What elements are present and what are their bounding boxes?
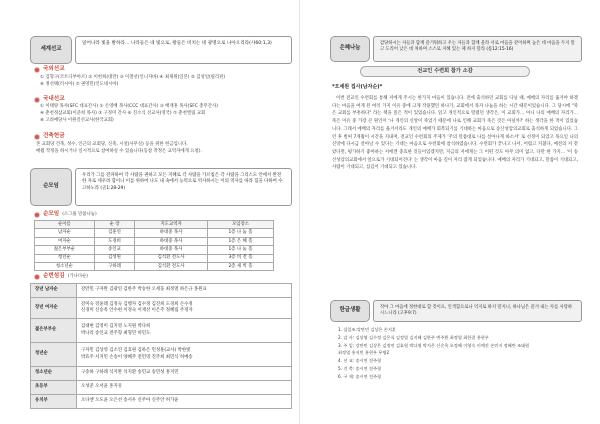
- table-row: [35, 229, 274, 237]
- column-header: 순 장: [94, 221, 134, 229]
- red-bullet-icon: [34, 97, 40, 103]
- domestic-missions-list: [40, 104, 218, 124]
- role-cell: 청년순: [31, 343, 77, 367]
- role-cell: 유치부: [31, 395, 77, 409]
- members-cell: 강미숙 강윤례 김정숙 김행자 김수정 김진희 도경희 손수정 신경미 신승옥 안수현 이경숙 이재선 이은주 정혜림 주정자: [77, 298, 292, 319]
- table-cell: 김성원: [94, 254, 134, 262]
- list-line: 1. 십일조:강만민 김상은 손지훈: [338, 327, 396, 332]
- overseas-missions-heading: [34, 66, 65, 74]
- ministry-table: [30, 283, 292, 409]
- small-groups-table: [34, 220, 274, 271]
- table-row: [31, 319, 292, 343]
- building-fund-heading: [34, 133, 65, 141]
- table-cell: 2층 새 벽 홀: [207, 262, 273, 270]
- table-cell: 하대중 목사: [135, 229, 208, 237]
- list-line: 2. 감 사: 김상영 김수정 김은식 김정열 김지혜 김한주 변주환 최정열 최한결 홍현우: [338, 334, 489, 340]
- table-cell: 도경희: [94, 237, 134, 245]
- table-cell: 여자순: [35, 237, 95, 245]
- red-bullet-icon: [34, 274, 40, 280]
- table-cell: 1층 나 눔 홀: [207, 246, 273, 254]
- list-line: 5. 건 축: 송시연 전주형: [338, 365, 382, 371]
- domestic-missions-title: 국내선교: [43, 96, 65, 102]
- list-line: ⑧ 고려예당사 이원길선교사(한국교회): [40, 117, 114, 123]
- table-row: [35, 254, 274, 262]
- world-mission-verse: 일어나라 빛을 발하라… 나라들은 네 빛으로, 왕들은 비치는 네 광명으로 나아오리라(사60:1,3): [75, 36, 292, 64]
- list-line: 6. 구 제: 송시연 전주형: [338, 373, 382, 379]
- table-row: [31, 298, 292, 319]
- table-row: [31, 395, 292, 409]
- list-line: 4. 선 교: 송시연 전주형: [338, 358, 382, 364]
- table-row: [31, 381, 292, 395]
- grace-sharing-verse: 감당하시는 자들과 함께 즐거워하고 우는 자들과 함께 울라 서로 마음을 같이하며 높은 데 마음을 두지 말고 도리어 낮은 데 처하며 스스로 지혜 있는 체 하지 말라 (롬12:15-16): [373, 36, 582, 62]
- ministry-heading: [34, 273, 88, 281]
- overseas-missions-list: [40, 75, 225, 89]
- ministry-title: 순번섬김: [43, 273, 65, 279]
- world-mission-label: 세계선교: [30, 36, 72, 64]
- members-cell: 김대현 김영미 김지영 노지원 박다희 박나리 송인교 전주형 최형민 허민도: [77, 319, 292, 343]
- table-cell: 하대중 목사: [135, 237, 208, 245]
- table-cell: 송인교: [94, 246, 134, 254]
- list-line: 3. 주 일: 강만민 김상은 김정연 김효원 박다영 박지은 신순옥 오정혜 이영숙 이예진 손민지 정혜란 조태원: [338, 342, 530, 348]
- table-cell: 남자순: [35, 229, 95, 237]
- grace-sharing-label: 은혜나눔: [330, 36, 370, 62]
- domestic-missions-heading: [34, 96, 65, 104]
- small-group-verse: 우리가 그를 전파하여 각 사람을 권하고 모든 지혜로 각 사람을 가르침은 각 사람을 그리스도 안에서 완전한 자로 세우려 함이니 이를 위하여 나도 내 속에서 능력으로 역사하시는 이의 역사를 따라 힘을 다하여 수고하노라 (골1:28-29): [75, 168, 292, 206]
- offering-label: 한글생활: [330, 300, 370, 322]
- table-cell: 3층 비 전 홀: [207, 254, 273, 262]
- table-cell: 하대중 목사: [135, 246, 208, 254]
- table-row: [35, 237, 274, 245]
- essay-byline: *오세원 집사(남자순)*: [332, 84, 383, 90]
- list-line: ① 김형구(코트디부아르) ② 이헌희(대만) ③ 이철선(인니자바) ④ 최제원(일본) ⑤ 김성일(필리핀): [40, 75, 226, 80]
- red-bullet-icon: [34, 67, 40, 73]
- members-cell: 오다엔 오도윤 오은선 송서우 신주아 신주안 허가윤: [77, 395, 292, 409]
- world-mission-box: [30, 36, 292, 64]
- table-row: [35, 246, 274, 254]
- table-cell: 젊은부부순: [35, 246, 95, 254]
- table-cell: 청소년순: [35, 262, 95, 270]
- list-line: 매월 작정을 하시거나 일시적으로 참여하실 수 있습니다(동참 작정은 교역자에게 요청).: [36, 148, 202, 154]
- members-cell: 오성준 오서윤 홍지유: [77, 381, 292, 395]
- essay-body: [332, 95, 578, 172]
- members-cell: 구송하 구하례 석지완 석지환 송민교 송민성 홍지민: [77, 367, 292, 381]
- members-cell: 구자민 김상영 김소연 김효원 김하은 민성훈(교사) 박한빛 박효주 서지민 손송이 양혜주 전민영 진주희 최민식 허예송: [77, 343, 292, 367]
- grace-sharing-box: [330, 36, 582, 62]
- table-cell: 김석환 전도사: [135, 254, 208, 262]
- table-row: [31, 343, 292, 367]
- table-cell: 김석환 전도사: [135, 262, 208, 270]
- small-groups-heading: [34, 211, 97, 219]
- building-fund-title: 건축헌금: [43, 133, 65, 139]
- small-group-verse-box: [30, 168, 292, 206]
- list-line: 최정열 홍지민 홍현우 무명2: [338, 350, 390, 356]
- building-fund-text: [36, 142, 202, 156]
- column-header: 모임장소: [207, 221, 273, 229]
- essay-banner: 전교인 수련회 참가 소감: [360, 66, 530, 77]
- column-header: 순이름: [35, 221, 95, 229]
- small-group-label: 순모임: [30, 168, 72, 206]
- members-cell: 강만민 구자완 김광연 김한주 박승한 오세웅 최정열 하은규 홍원표: [77, 284, 292, 298]
- list-line: ⑥ 정선택(러시아) ⑦ 권영민(인도네시아): [40, 81, 119, 87]
- table-row: [35, 262, 274, 270]
- table-cell: 1층 은 혜 홀: [207, 237, 273, 245]
- overseas-missions-title: 국외선교: [43, 66, 65, 72]
- table-row: [31, 284, 292, 298]
- role-cell: 장년 여자순: [31, 298, 77, 319]
- table-cell: 1층 나 눔 홀: [207, 229, 273, 237]
- offering-list: [338, 326, 584, 380]
- role-cell: 초등부: [31, 381, 77, 395]
- role-cell: 장년 남자순: [31, 284, 77, 298]
- small-groups-title: 순모임: [43, 211, 60, 217]
- red-bullet-icon: [34, 212, 40, 218]
- essay-paragraph: 이번 전교인 수련회를 통해 저에게 주시는 한가지 마음이 있습니다. 전에 출석하던 교회를 다닐 때, 예배의 자리를 옮겨야 하겠다는 마음을 여게 된 여러 가지 이유 중에 크게 작용했던 하나가, 교회에서 목자 나눔을 하는 시간 때문이었습니다. 그 당시에 "죽은 교회를 부흥하다" 라는 책을 읽은 적이 있었습니다. 읽고 개인적으로 떨렸던 생각은, 이 교회가… 아니 나의 예배의 자리가… 죽은 이유 중 가장 큰 원인이 '나 개인의 신앙이 죽었기 때문에 나로 인해 교회가 죽은 것은 아닐까?' 하는 생각을 한 적이 있었습니다. 그래서 예배의 자리를 옮겨서라도 개인의 예배가 회복되기를 기대하는 마음으로 송산성암의교회로 출석하게 되었습니다. 그런 후 벌써 7개월이 시간을 지내며, 전교인 수련회의 주제가 '주의 말씀대로 나를 살아나게 하소서' 로 선정이 되었고 목요일 나의 신앙에 다시금 살아날 수 있다는 기대는 마음으로 수련회에 참석하였습니다. 수련회가 끝나고 나서, 어렵고 지쳤다, 예전의 저 같았다면, 평가하기 좋아하는 저에겐 충효한 것들이었겠지만, 지금의 저에게는 그 어떤 것도 아무 의미 없고, 다만 한 가지… '이 송산성암의교회에서 앞으로가 기대되어진다' 는 생각이 마음 깊이 자리 잡게 되었습니다. 예배의 자리가 기대되고, 말씀이 기대되고, 사람이 기대되고, 섬김이 기대되고 있습니다.: [332, 96, 578, 171]
- list-line: ① 이태양 목사(SFC 대표간사) ② 손영배 목사(CCC 대표간사) ③ 배재홍 목사(SFC 총무간사): [40, 104, 218, 109]
- table-cell: 김훈연: [94, 229, 134, 237]
- ministry-subtitle: (가나다순): [67, 273, 89, 279]
- role-cell: 청소년순: [31, 367, 77, 381]
- list-line: 본 교회당 건축, 성수, 인근의 교회당, 신축, 시설(사무실) 등을 위한 헌금입니다.: [36, 142, 188, 147]
- offering-verse: 작아 그 마음에 정한대로 할 것이요, 인색함으로나 억지로 하지 말지니, 하나님은 즐겨 내는 자를 사랑하시느니라 (고후9:7): [373, 300, 582, 322]
- list-line: ④ 춘천정삼교회(이준희 목사) ⑤ 구정미 간사 ⑥ 진소식 선교사(영국) ⑦ 춘천엘림 교회: [40, 110, 206, 116]
- table-row: [31, 367, 292, 381]
- red-bullet-icon: [34, 134, 40, 140]
- column-header: 지도교역자: [135, 221, 208, 229]
- table-cell: 구하례: [94, 262, 134, 270]
- table-cell: 청년순: [35, 254, 95, 262]
- offering-verse-box: [330, 300, 582, 322]
- small-groups-subtitle: (소그룹 말씀나눔): [62, 211, 97, 217]
- table-header-row: [35, 221, 274, 229]
- role-cell: 젊은부부순: [31, 319, 77, 343]
